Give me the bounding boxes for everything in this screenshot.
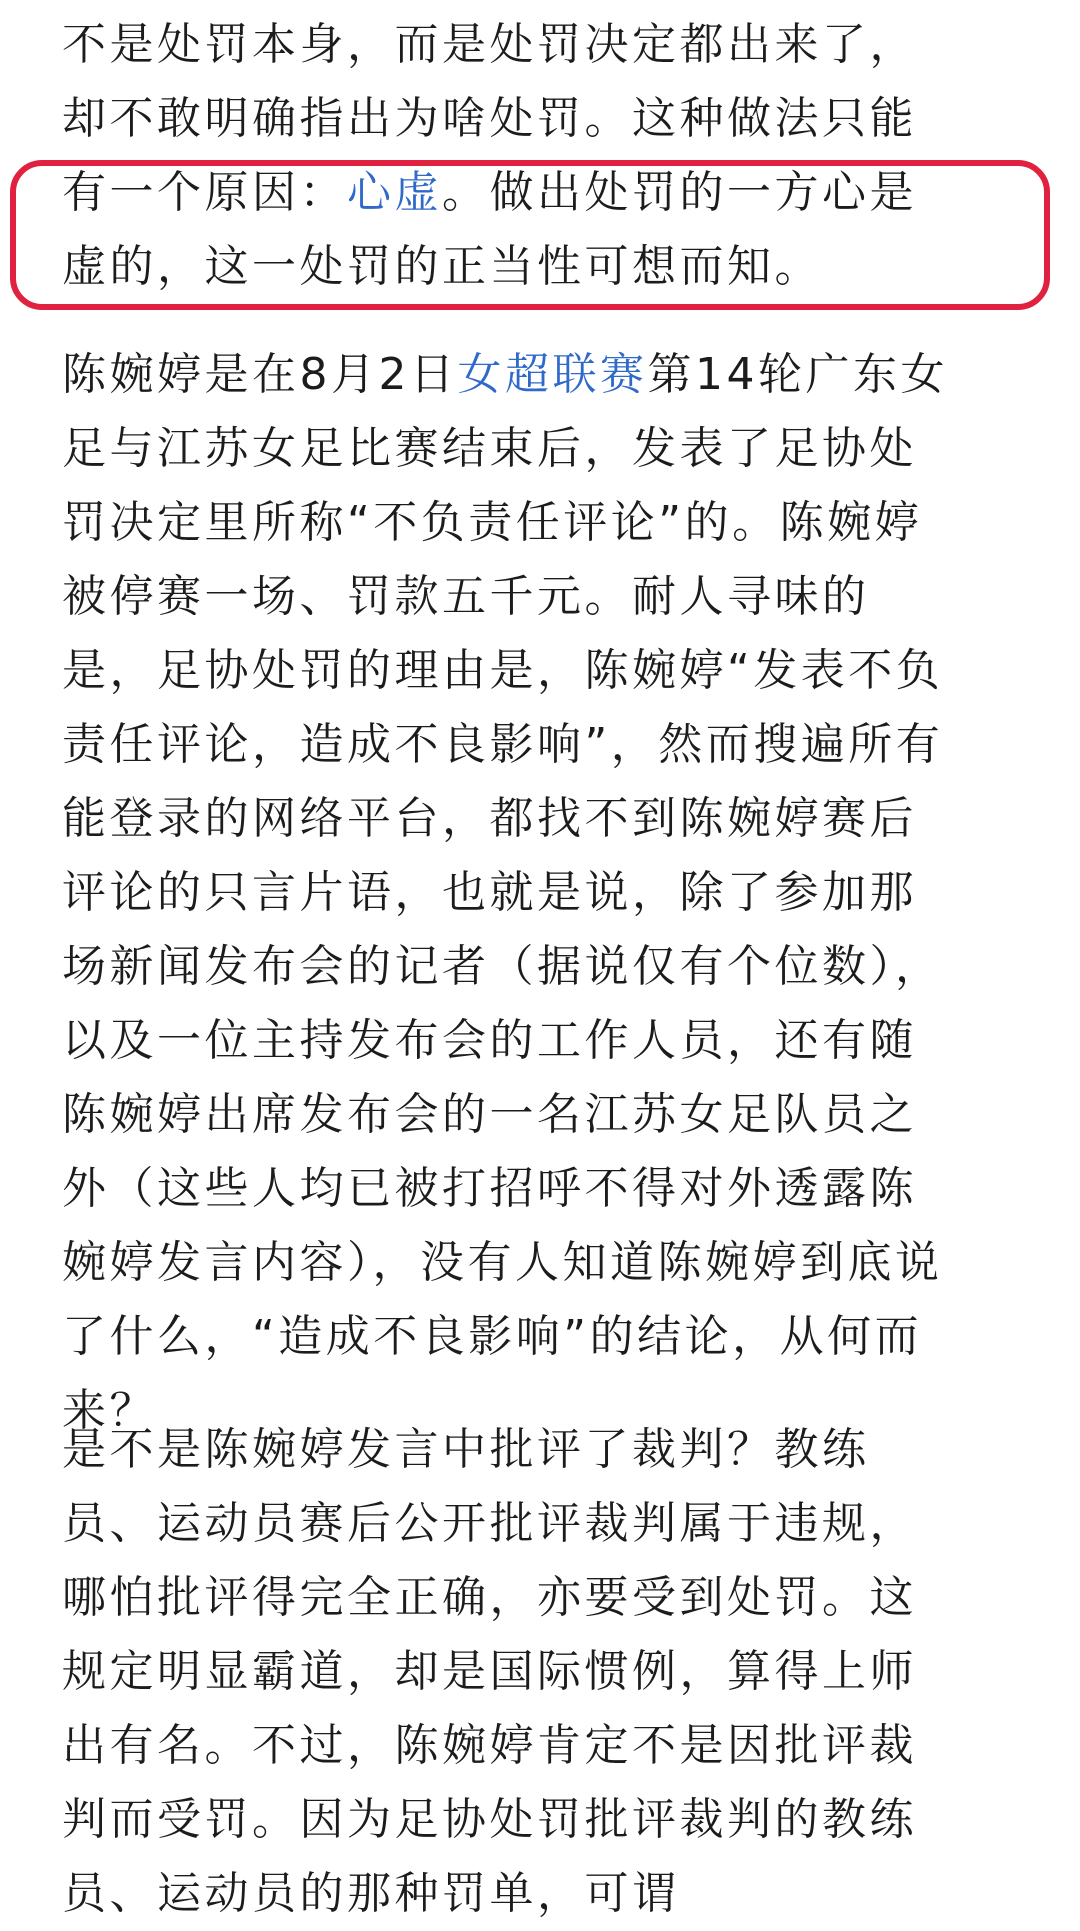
paragraph-2-text-after: 第14轮广东女足与江苏女足比赛结束后，发表了足协处罚决定里所称“不负责任评论”的。陈婉婷被停赛一场、罚款五千元。耐人寻味的是，足协处罚的理由是，陈婉婷“发表不负责任评论，造成不良影响”，然而搜遍所有能登录的网络平台，都找不到陈婉婷赛后评论的只言片语，也就是说，除了参加那场新闻发布会的记者（据说仅有个位数），以及一位主持发布会的工作人员，还有随陈婉婷出席发布会的一名江苏女足队员之外（这些人均已被打招呼不得对外透露陈婉婷发言内容），没有人知道陈婉婷到底说了什么，“造成不良影响”的结论，从何而来？ [62,349,948,1436]
link-womens-super-league[interactable]: 女超联赛 [457,349,648,400]
paragraph-1-text-after: 。做出处罚的一方心是虚的，这一处罚的正当性可想而知。 [62,167,917,292]
paragraph-1-text-before: 不是处罚本身，而是处罚决定都出来了，却不敢明确指出为啥处罚。这种做法只能有一个原因： [62,19,917,218]
paragraph-3-text: 是不是陈婉婷发言中批评了裁判？教练员、运动员赛后公开批评裁判属于违规，哪怕批评得完全正确，亦要受到处罚。这规定明显霸道，却是国际惯例，算得上师出有名。不过，陈婉婷肯定不是因批评裁判而受罚。因为足协处罚批评裁判的教练员、运动员的那种罚单，可谓 [62,1424,917,1919]
paragraph-1 [0,8,960,304]
paragraph-2-text-before: 陈婉婷是在8月2日 [62,349,458,400]
link-xinxu[interactable]: 心虚 [347,167,442,218]
paragraph-3 [0,1413,960,1931]
paragraph-2 [0,338,960,1448]
